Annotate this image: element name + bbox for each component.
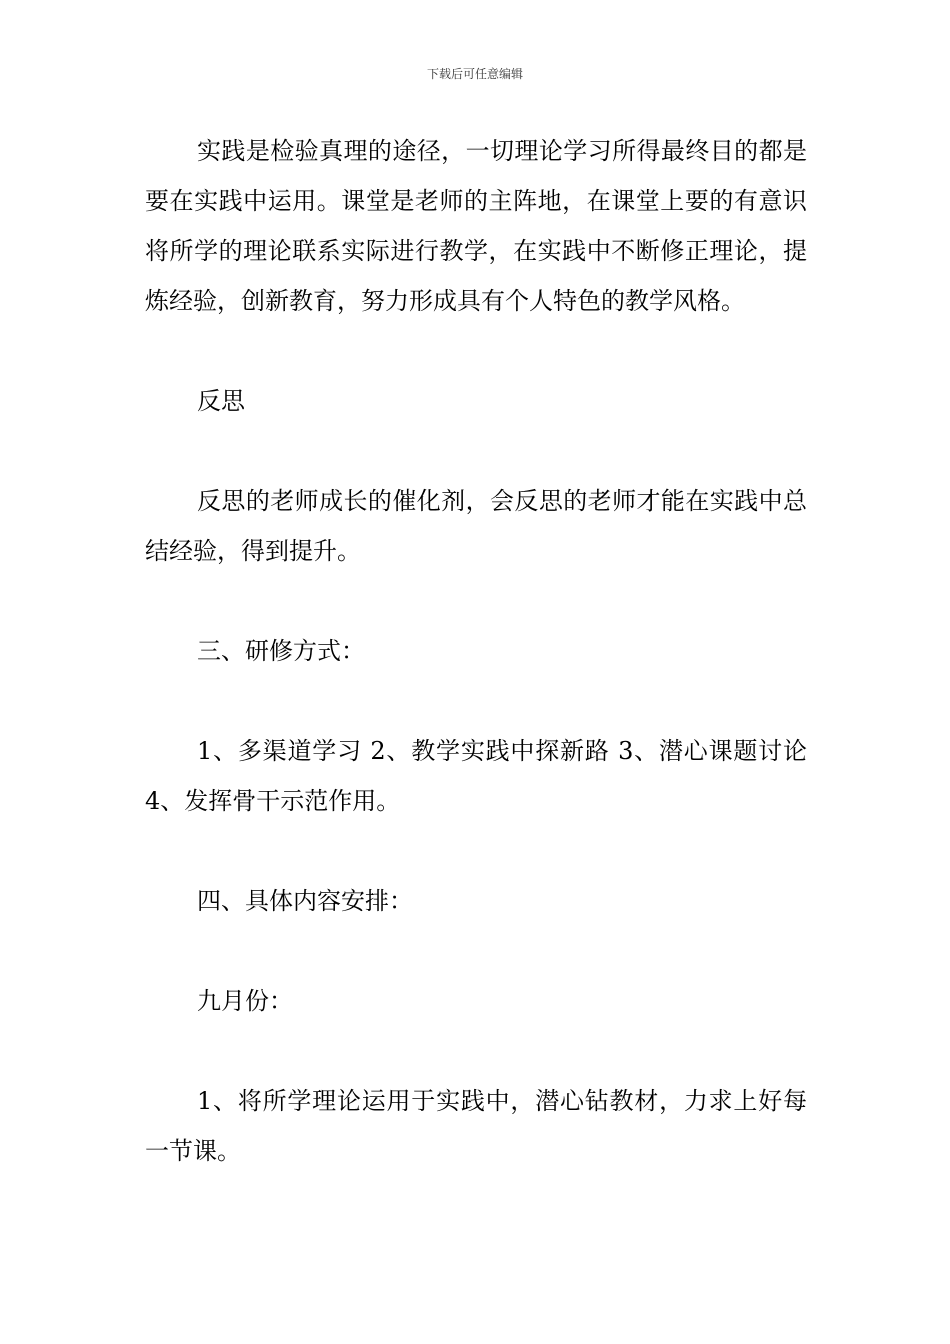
heading-content-arrangement: 四、具体内容安排： bbox=[197, 887, 413, 915]
paragraph-reflection: 反思的老师成长的催化剂，会反思的老师才能在实践中总结经验，得到提升。 bbox=[145, 487, 807, 565]
paragraph-training-methods: 1、多渠道学习 2、教学实践中探新路 3、潜心课题讨论 4、发挥骨干示范作用。 bbox=[145, 737, 807, 815]
heading-training-methods: 三、研修方式： bbox=[197, 637, 365, 665]
paragraph-september-item-1: 1、将所学理论运用于实践中，潜心钻教材，力求上好每一节课。 bbox=[145, 1087, 807, 1165]
heading-september: 九月份： bbox=[197, 987, 293, 1015]
document-body bbox=[145, 126, 807, 1176]
page-header: 下载后可任意编辑 bbox=[426, 67, 523, 81]
paragraph-practice: 实践是检验真理的途径，一切理论学习所得最终目的都是要在实践中运用。课堂是老师的主阵地，在课堂上要的有意识将所学的理论联系实际进行教学，在实践中不断修正理论，提炼经验，创新教育，努力形成具有个人特色的教学风格。 bbox=[145, 137, 807, 315]
heading-reflection: 反思 bbox=[197, 387, 245, 415]
